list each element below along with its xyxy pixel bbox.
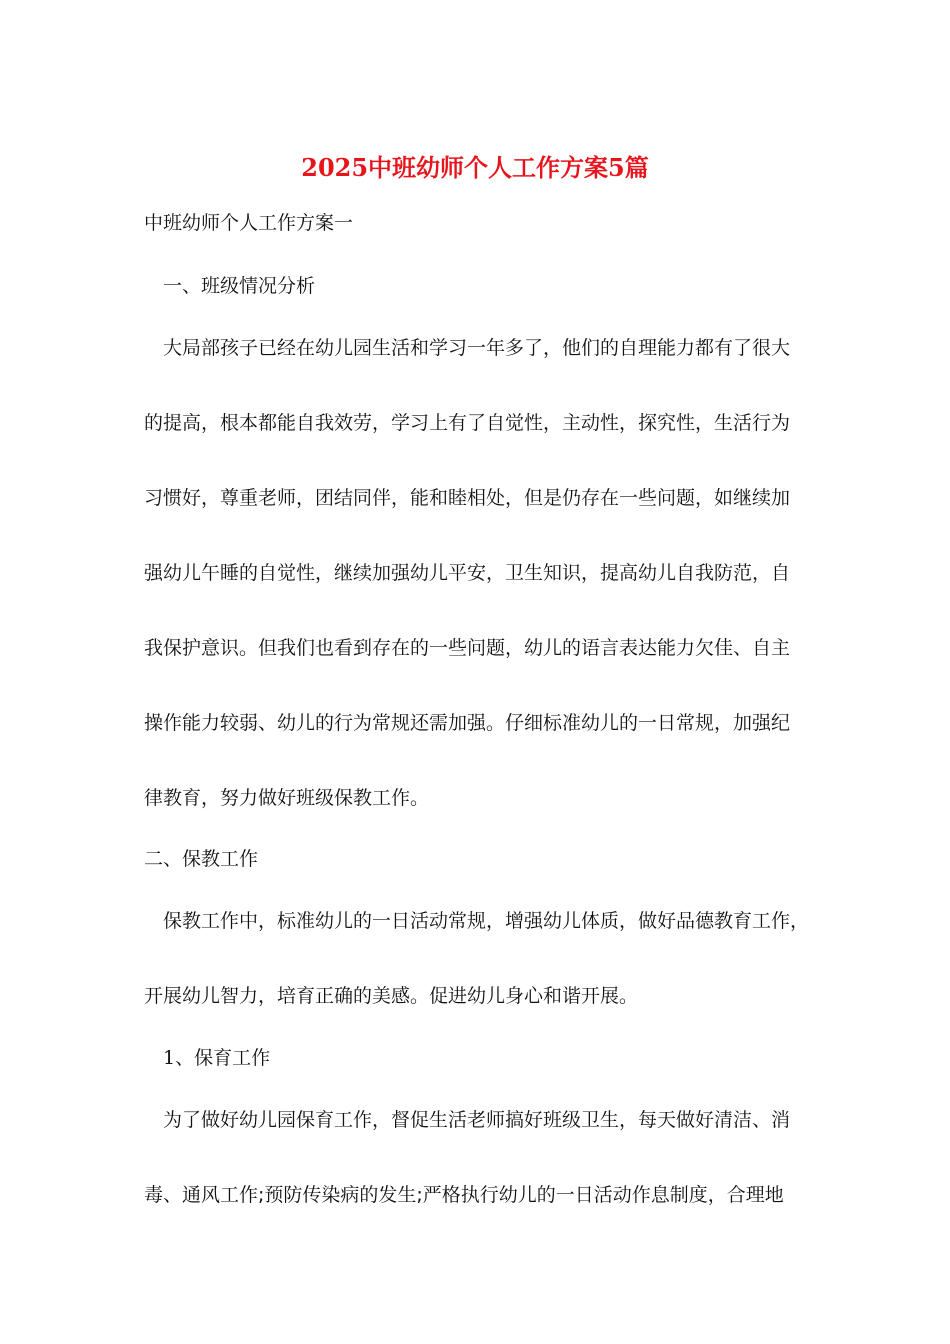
- paragraph-line: 律教育，努力做好班级保教工作。: [144, 787, 430, 809]
- subsection-number: 1: [163, 1047, 176, 1069]
- paragraph-line: 习惯好，尊重老师，团结同伴，能和睦相处，但是仍存在一些问题，如继续加: [144, 487, 791, 509]
- section-heading-class-analysis: 一、班级情况分析: [163, 275, 316, 297]
- paragraph-line: 毒、通风工作;预防传染病的发生;严格执行幼儿的一日活动作息制度，合理地: [144, 1184, 784, 1206]
- subsection-label: 、保育工作: [175, 1047, 271, 1069]
- paragraph-line: 我保护意识。但我们也看到存在的一些问题，幼儿的语言表达能力欠佳、自主: [144, 637, 791, 659]
- plan-subtitle: 中班幼师个人工作方案一: [144, 212, 354, 234]
- paragraph-line: 开展幼儿智力，培育正确的美感。促进幼儿身心和谐开展。: [144, 985, 639, 1007]
- document-title: 2025中班幼师个人工作方案5篇: [301, 153, 649, 182]
- subsection-heading-nursing-work: [144, 1043, 823, 1073]
- paragraph-line: 为了做好幼儿园保育工作，督促生活老师搞好班级卫生，每天做好清洁、消: [163, 1109, 791, 1131]
- paragraph-line: 保教工作中，标准幼儿的一日活动常规，增强幼儿体质，做好品德教育工作，: [163, 910, 810, 932]
- paragraph-line: 操作能力较弱、幼儿的行为常规还需加强。仔细标准幼儿的一日常规，加强纪: [144, 712, 791, 734]
- paragraph-line: 的提高，根本都能自我效劳，学习上有了自觉性，主动性，探究性，生活行为: [144, 412, 791, 434]
- paragraph-line: 强幼儿午睡的自觉性，继续加强幼儿平安，卫生知识，提高幼儿自我防范，自: [144, 562, 791, 584]
- section-heading-care-education: 二、保教工作: [144, 848, 259, 870]
- paragraph-line: 大局部孩子已经在幼儿园生活和学习一年多了，他们的自理能力都有了很大: [163, 337, 791, 359]
